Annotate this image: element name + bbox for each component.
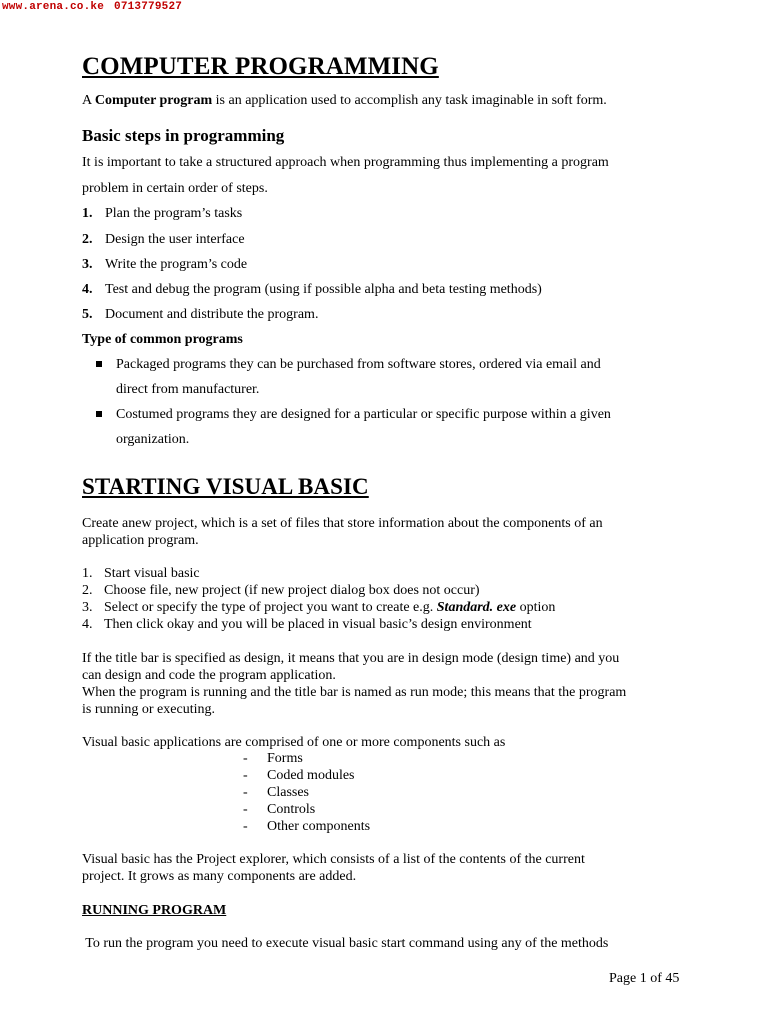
- vb-step-item: [82, 566, 200, 582]
- step-number: 1.: [82, 206, 93, 221]
- vb-step-number: 4.: [82, 617, 93, 632]
- vb-intro-line1: Create anew project, which is a set of files that store information about the components of an: [82, 516, 603, 531]
- step-text: Test and debug the program (using if possible alpha and beta testing methods): [105, 282, 542, 297]
- dash-marker: -: [243, 802, 248, 817]
- common-programs-heading: Type of common programs: [82, 332, 243, 347]
- basic-steps-para-line1: It is important to take a structured approach when programming thus implementing a program: [82, 155, 609, 170]
- vb-step-number: 1.: [82, 566, 93, 581]
- bullet-text-line2: organization.: [116, 432, 190, 447]
- step-item: [82, 307, 318, 323]
- vb-intro-line2: application program.: [82, 533, 199, 548]
- design-para-line3: When the program is running and the title bar is named as run mode; this means that the program: [82, 685, 627, 700]
- watermark: [2, 1, 182, 13]
- dash-marker: -: [243, 751, 248, 766]
- vb-step-item: [82, 617, 532, 633]
- intro-rest: is an application used to accomplish any task imaginable in soft form.: [212, 93, 607, 108]
- running-program-heading: RUNNING PROGRAM: [82, 903, 227, 918]
- step-number: 4.: [82, 282, 93, 297]
- design-para-line2: can design and code the program application.: [82, 668, 336, 683]
- step-text: Plan the program’s tasks: [105, 206, 243, 221]
- step-text: Write the program’s code: [105, 257, 248, 272]
- dash-marker: -: [243, 819, 248, 834]
- page-number: Page 1 of 45: [609, 971, 680, 986]
- vb-step-item: [82, 583, 480, 599]
- watermark-phone: 0713779527: [114, 1, 183, 13]
- component-item: [243, 785, 309, 801]
- component-text: Classes: [267, 785, 309, 800]
- intro-term: Computer program: [94, 93, 213, 108]
- vb-step-text: Start visual basic: [104, 566, 200, 581]
- step-number: 3.: [82, 257, 93, 272]
- step-item: [82, 206, 242, 222]
- intro-paragraph: [82, 93, 607, 109]
- component-text: Forms: [267, 751, 303, 766]
- design-para-line4: is running or executing.: [82, 702, 215, 717]
- basic-steps-para-line2: problem in certain order of steps.: [82, 181, 268, 196]
- dash-marker: -: [243, 768, 248, 783]
- explorer-para-line2: project. It grows as many components are added.: [82, 869, 357, 884]
- design-para-line1: If the title bar is specified as design, it means that you are in design mode (design time) and you: [82, 651, 620, 666]
- component-item: [243, 768, 355, 784]
- vb-step-text-before: Select or specify the type of project you want to create e.g.: [104, 600, 437, 615]
- vb-step-text: Then click okay and you will be placed in visual basic’s design environment: [104, 617, 532, 632]
- step-text: Document and distribute the program.: [105, 307, 319, 322]
- step-number: 5.: [82, 307, 93, 322]
- step-number: 2.: [82, 232, 93, 247]
- vb-step-item: [82, 600, 555, 616]
- component-item: [243, 819, 370, 835]
- component-text: Other components: [267, 819, 371, 834]
- vb-step-text-after: option: [516, 600, 556, 615]
- component-text: Coded modules: [267, 768, 355, 783]
- vb-step-text: Choose file, new project (if new project dialog box does not occur): [104, 583, 480, 598]
- component-item: [243, 751, 303, 767]
- watermark-site: www.arena.co.ke: [2, 1, 105, 13]
- step-item: [82, 282, 542, 298]
- bullet-item: [82, 357, 601, 373]
- bullet-item: [82, 407, 611, 423]
- vb-title: STARTING VISUAL BASIC: [82, 474, 369, 499]
- basic-steps-heading: Basic steps in programming: [82, 126, 285, 145]
- vb-step-number: 3.: [82, 600, 93, 615]
- bullet-text-line2: direct from manufacturer.: [116, 382, 260, 397]
- components-intro: Visual basic applications are comprised of one or more components such as: [82, 735, 506, 750]
- intro-prefix: A: [82, 93, 95, 108]
- vb-step-emphasis: Standard. exe: [436, 600, 517, 615]
- page-title: COMPUTER PROGRAMMING: [82, 53, 439, 80]
- explorer-para-line1: Visual basic has the Project explorer, which consists of a list of the contents of the current: [82, 852, 585, 867]
- bullet-text-line1: Costumed programs they are designed for a particular or specific purpose within a given: [116, 407, 611, 422]
- running-program-text: To run the program you need to execute visual basic start command using any of the methods: [82, 936, 609, 951]
- step-item: [82, 257, 247, 273]
- step-text: Design the user interface: [105, 232, 245, 247]
- vb-step-number: 2.: [82, 583, 93, 598]
- dash-marker: -: [243, 785, 248, 800]
- step-item: [82, 232, 245, 248]
- bullet-text-line1: Packaged programs they can be purchased from software stores, ordered via email and: [116, 357, 601, 372]
- component-text: Controls: [267, 802, 316, 817]
- component-item: [243, 802, 315, 818]
